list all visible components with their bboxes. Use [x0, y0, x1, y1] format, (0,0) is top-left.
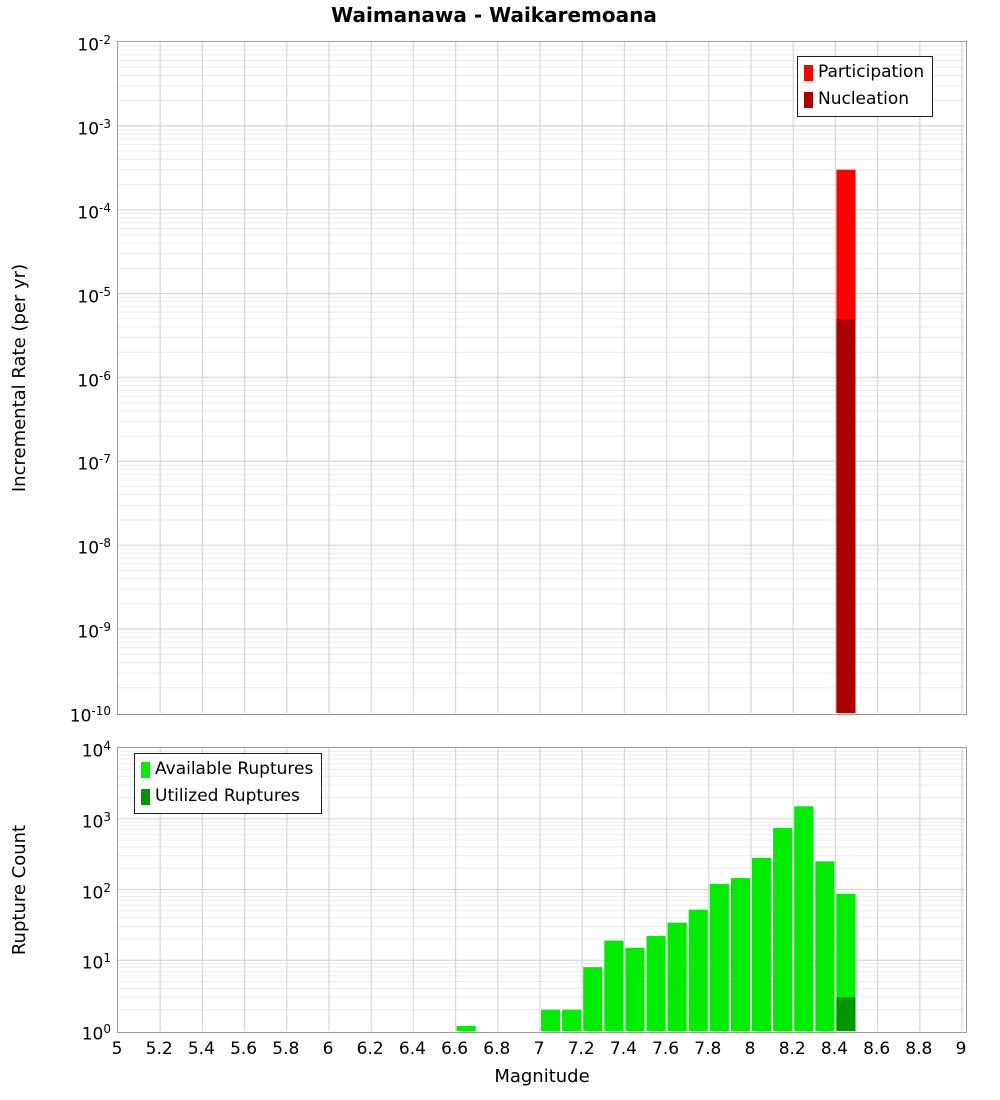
chart-title: Waimanawa - Waikaremoana — [331, 3, 657, 27]
y-tick-label: $10^{-2}$ — [77, 33, 111, 56]
y-tick-label: $10^{-10}$ — [69, 704, 111, 727]
available-ruptures-swatch-icon — [141, 762, 150, 778]
y-tick-label: $10^1$ — [81, 951, 111, 974]
y-tick-label: $10^{-7}$ — [77, 452, 111, 476]
utilized-ruptures-swatch-icon — [141, 789, 150, 805]
legend-label: Nucleation — [818, 89, 910, 109]
legend-label: Available Ruptures — [155, 759, 314, 779]
x-tick-label: 7 — [533, 1039, 545, 1059]
incremental-rate-svg — [118, 42, 965, 713]
legend-label: Participation — [818, 62, 925, 82]
participation-swatch-icon — [804, 65, 813, 81]
x-tick-label: 7.8 — [694, 1039, 722, 1059]
x-tick-label: 8.6 — [863, 1039, 891, 1059]
x-tick-label: 8 — [744, 1039, 756, 1059]
x-tick-label: 8.8 — [905, 1039, 933, 1059]
x-tick-label: 5.6 — [230, 1039, 258, 1059]
x-tick-label: 8.2 — [778, 1039, 806, 1059]
x-tick-label: 5.4 — [187, 1039, 215, 1059]
y-tick-label: $10^3$ — [81, 809, 111, 833]
x-tick-label: 8.4 — [820, 1039, 848, 1059]
x-axis-label-magnitude: Magnitude — [494, 1066, 590, 1087]
y-tick-label: $10^4$ — [81, 739, 111, 762]
y-tick-label: $10^{-9}$ — [77, 620, 111, 643]
y-tick-label: $10^2$ — [81, 880, 111, 904]
y-tick-label: $10^{-4}$ — [77, 200, 111, 224]
count-legend — [134, 753, 322, 814]
x-tick-label: 6.2 — [356, 1039, 384, 1059]
y-tick-label: $10^{-5}$ — [77, 284, 111, 308]
y-axis-label-incremental-rate: Incremental Rate (per yr) — [9, 263, 30, 493]
legend-item-available-ruptures — [141, 756, 313, 783]
legend-item-participation — [804, 59, 924, 86]
incremental-rate-plot — [117, 41, 967, 715]
x-tick-label: 7.6 — [652, 1039, 680, 1059]
x-tick-label: 7.4 — [609, 1039, 637, 1059]
x-tick-label: 6.6 — [441, 1039, 469, 1059]
x-tick-label: 6.8 — [483, 1039, 511, 1059]
x-tick-label: 5 — [111, 1039, 123, 1059]
x-tick-label: 7.2 — [567, 1039, 595, 1059]
x-tick-label: 6 — [322, 1039, 334, 1059]
x-tick-label: 5.8 — [272, 1039, 300, 1059]
rate-legend — [797, 56, 933, 117]
nucleation-swatch-icon — [804, 92, 813, 108]
y-tick-label: $10^0$ — [81, 1022, 111, 1045]
x-tick-label: 5.2 — [145, 1039, 173, 1059]
x-tick-label: 9 — [955, 1039, 967, 1059]
y-axis-label-rupture-count: Rupture Count — [9, 824, 30, 956]
legend-item-utilized-ruptures — [141, 783, 313, 810]
y-tick-label: $10^{-3}$ — [77, 116, 111, 140]
x-tick-label: 6.4 — [398, 1039, 426, 1059]
legend-item-nucleation — [804, 86, 924, 113]
y-tick-label: $10^{-8}$ — [77, 536, 111, 559]
y-tick-label: $10^{-6}$ — [77, 368, 111, 392]
legend-label: Utilized Ruptures — [155, 786, 300, 806]
